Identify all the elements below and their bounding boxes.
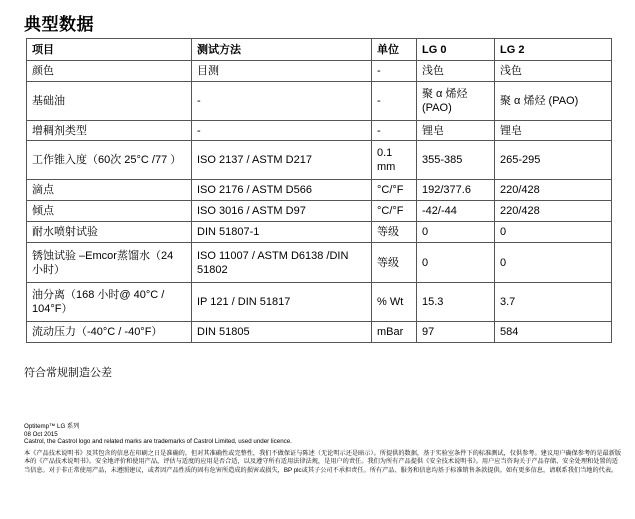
cell-item: 滴点 <box>27 180 192 201</box>
cell-unit: 等级 <box>372 243 417 283</box>
cell-lg0: 聚 α 烯烃 (PAO) <box>417 82 495 121</box>
cell-lg0: -42/-44 <box>417 201 495 222</box>
cell-unit: °C/°F <box>372 201 417 222</box>
cell-method: 目测 <box>192 61 372 82</box>
cell-item: 颜色 <box>27 61 192 82</box>
cell-method: DIN 51805 <box>192 322 372 343</box>
cell-method: ISO 11007 / ASTM D6138 /DIN 51802 <box>192 243 372 283</box>
footer-product: Optitemp™ LG 系列 <box>24 423 80 430</box>
cell-unit: 等级 <box>372 222 417 243</box>
cell-lg0: 浅色 <box>417 61 495 82</box>
cell-lg2: 聚 α 烯烃 (PAO) <box>495 82 612 121</box>
cell-lg2: 锂皂 <box>495 121 612 141</box>
cell-unit: - <box>372 82 417 121</box>
table-row <box>27 283 612 322</box>
cell-method: - <box>192 82 372 121</box>
header-unit: 单位 <box>372 39 417 61</box>
table-row <box>27 322 612 343</box>
cell-item: 增稠剂类型 <box>27 121 192 141</box>
table-row <box>27 61 612 82</box>
header-lg0: LG 0 <box>417 39 495 61</box>
cell-method: ISO 3016 / ASTM D97 <box>192 201 372 222</box>
cell-lg2: 265-295 <box>495 141 612 180</box>
cell-lg0: 192/377.6 <box>417 180 495 201</box>
footer-date: 08 Oct 2015 <box>24 430 58 438</box>
cell-method: ISO 2176 / ASTM D566 <box>192 180 372 201</box>
cell-lg0: 0 <box>417 243 495 283</box>
cell-lg2: 浅色 <box>495 61 612 82</box>
cell-unit: % Wt <box>372 283 417 322</box>
cell-item: 工作锥入度（60次 25°C /77 ） <box>27 141 192 180</box>
cell-unit: °C/°F <box>372 180 417 201</box>
table-header-row <box>27 39 612 61</box>
cell-item: 倾点 <box>27 201 192 222</box>
cell-item: 锈蚀试验 –Emcor蒸馏水（24 小时） <box>27 243 192 283</box>
cell-unit: - <box>372 121 417 141</box>
cell-item: 流动压力（-40°C / -40°F） <box>27 322 192 343</box>
cell-lg2: 0 <box>495 222 612 243</box>
table-row <box>27 243 612 283</box>
table-row <box>27 180 612 201</box>
footer-trademark: Castrol, the Castrol logo and related marks are trademarks of Castrol Limited, used under licence. <box>24 438 292 446</box>
cell-method: DIN 51807-1 <box>192 222 372 243</box>
header-item: 项目 <box>27 39 192 61</box>
document-footer <box>24 423 624 476</box>
cell-method: ISO 2137 / ASTM D217 <box>192 141 372 180</box>
cell-method: IP 121 / DIN 51817 <box>192 283 372 322</box>
cell-unit: - <box>372 61 417 82</box>
cell-item: 基础油 <box>27 82 192 121</box>
page-title: 典型数据 <box>24 15 94 34</box>
header-test-method: 测试方法 <box>192 39 372 61</box>
header-lg2: LG 2 <box>495 39 612 61</box>
table-row <box>27 82 612 121</box>
cell-lg2: 3.7 <box>495 283 612 322</box>
cell-lg2: 220/428 <box>495 201 612 222</box>
cell-lg2: 584 <box>495 322 612 343</box>
cell-lg0: 0 <box>417 222 495 243</box>
cell-lg2: 0 <box>495 243 612 283</box>
table-row <box>27 121 612 141</box>
cell-lg0: 355-385 <box>417 141 495 180</box>
cell-unit: mBar <box>372 322 417 343</box>
typical-data-table <box>26 38 612 343</box>
cell-lg0: 15.3 <box>417 283 495 322</box>
cell-lg0: 97 <box>417 322 495 343</box>
cell-method: - <box>192 121 372 141</box>
cell-lg0: 锂皂 <box>417 121 495 141</box>
footer-disclaimer: 本《产品技术说明书》及其包含的信息在印刷之日是准确的，但对其准确性或完整性，我们不做保证与陈述（无论明示还是暗示）。所提供的数据，基于实验室条件下的标准测试，仅供参考。建议用户确保参考的是最新版本的《产品技术说明书》。安全地评价和使用产品，评估与适度的应用是否合适，以及遵守所有适用法律法规，是用户的责任。我们为所有产品提供《安全技术说明书》。用户应当咨询关于产品存储、安全处理和处置的适当信息。对于非正常使用产品，未遵照建议，或者因产品性质的固有危害所造成的损害或损失，BP plc或其子公司不承担责任。所有产品、服务和信息均基于标准销售条款提供。如有更多信息，请联系我们当地的代表。 <box>24 449 622 474</box>
cell-item: 油分离（168 小时@ 40°C / 104°F） <box>27 283 192 322</box>
cell-lg2: 220/428 <box>495 180 612 201</box>
table-row <box>27 222 612 243</box>
cell-unit: 0.1 mm <box>372 141 417 180</box>
table-row <box>27 141 612 180</box>
table-row <box>27 201 612 222</box>
tolerance-note: 符合常规制造公差 <box>24 367 112 379</box>
cell-item: 耐水喷射试验 <box>27 222 192 243</box>
